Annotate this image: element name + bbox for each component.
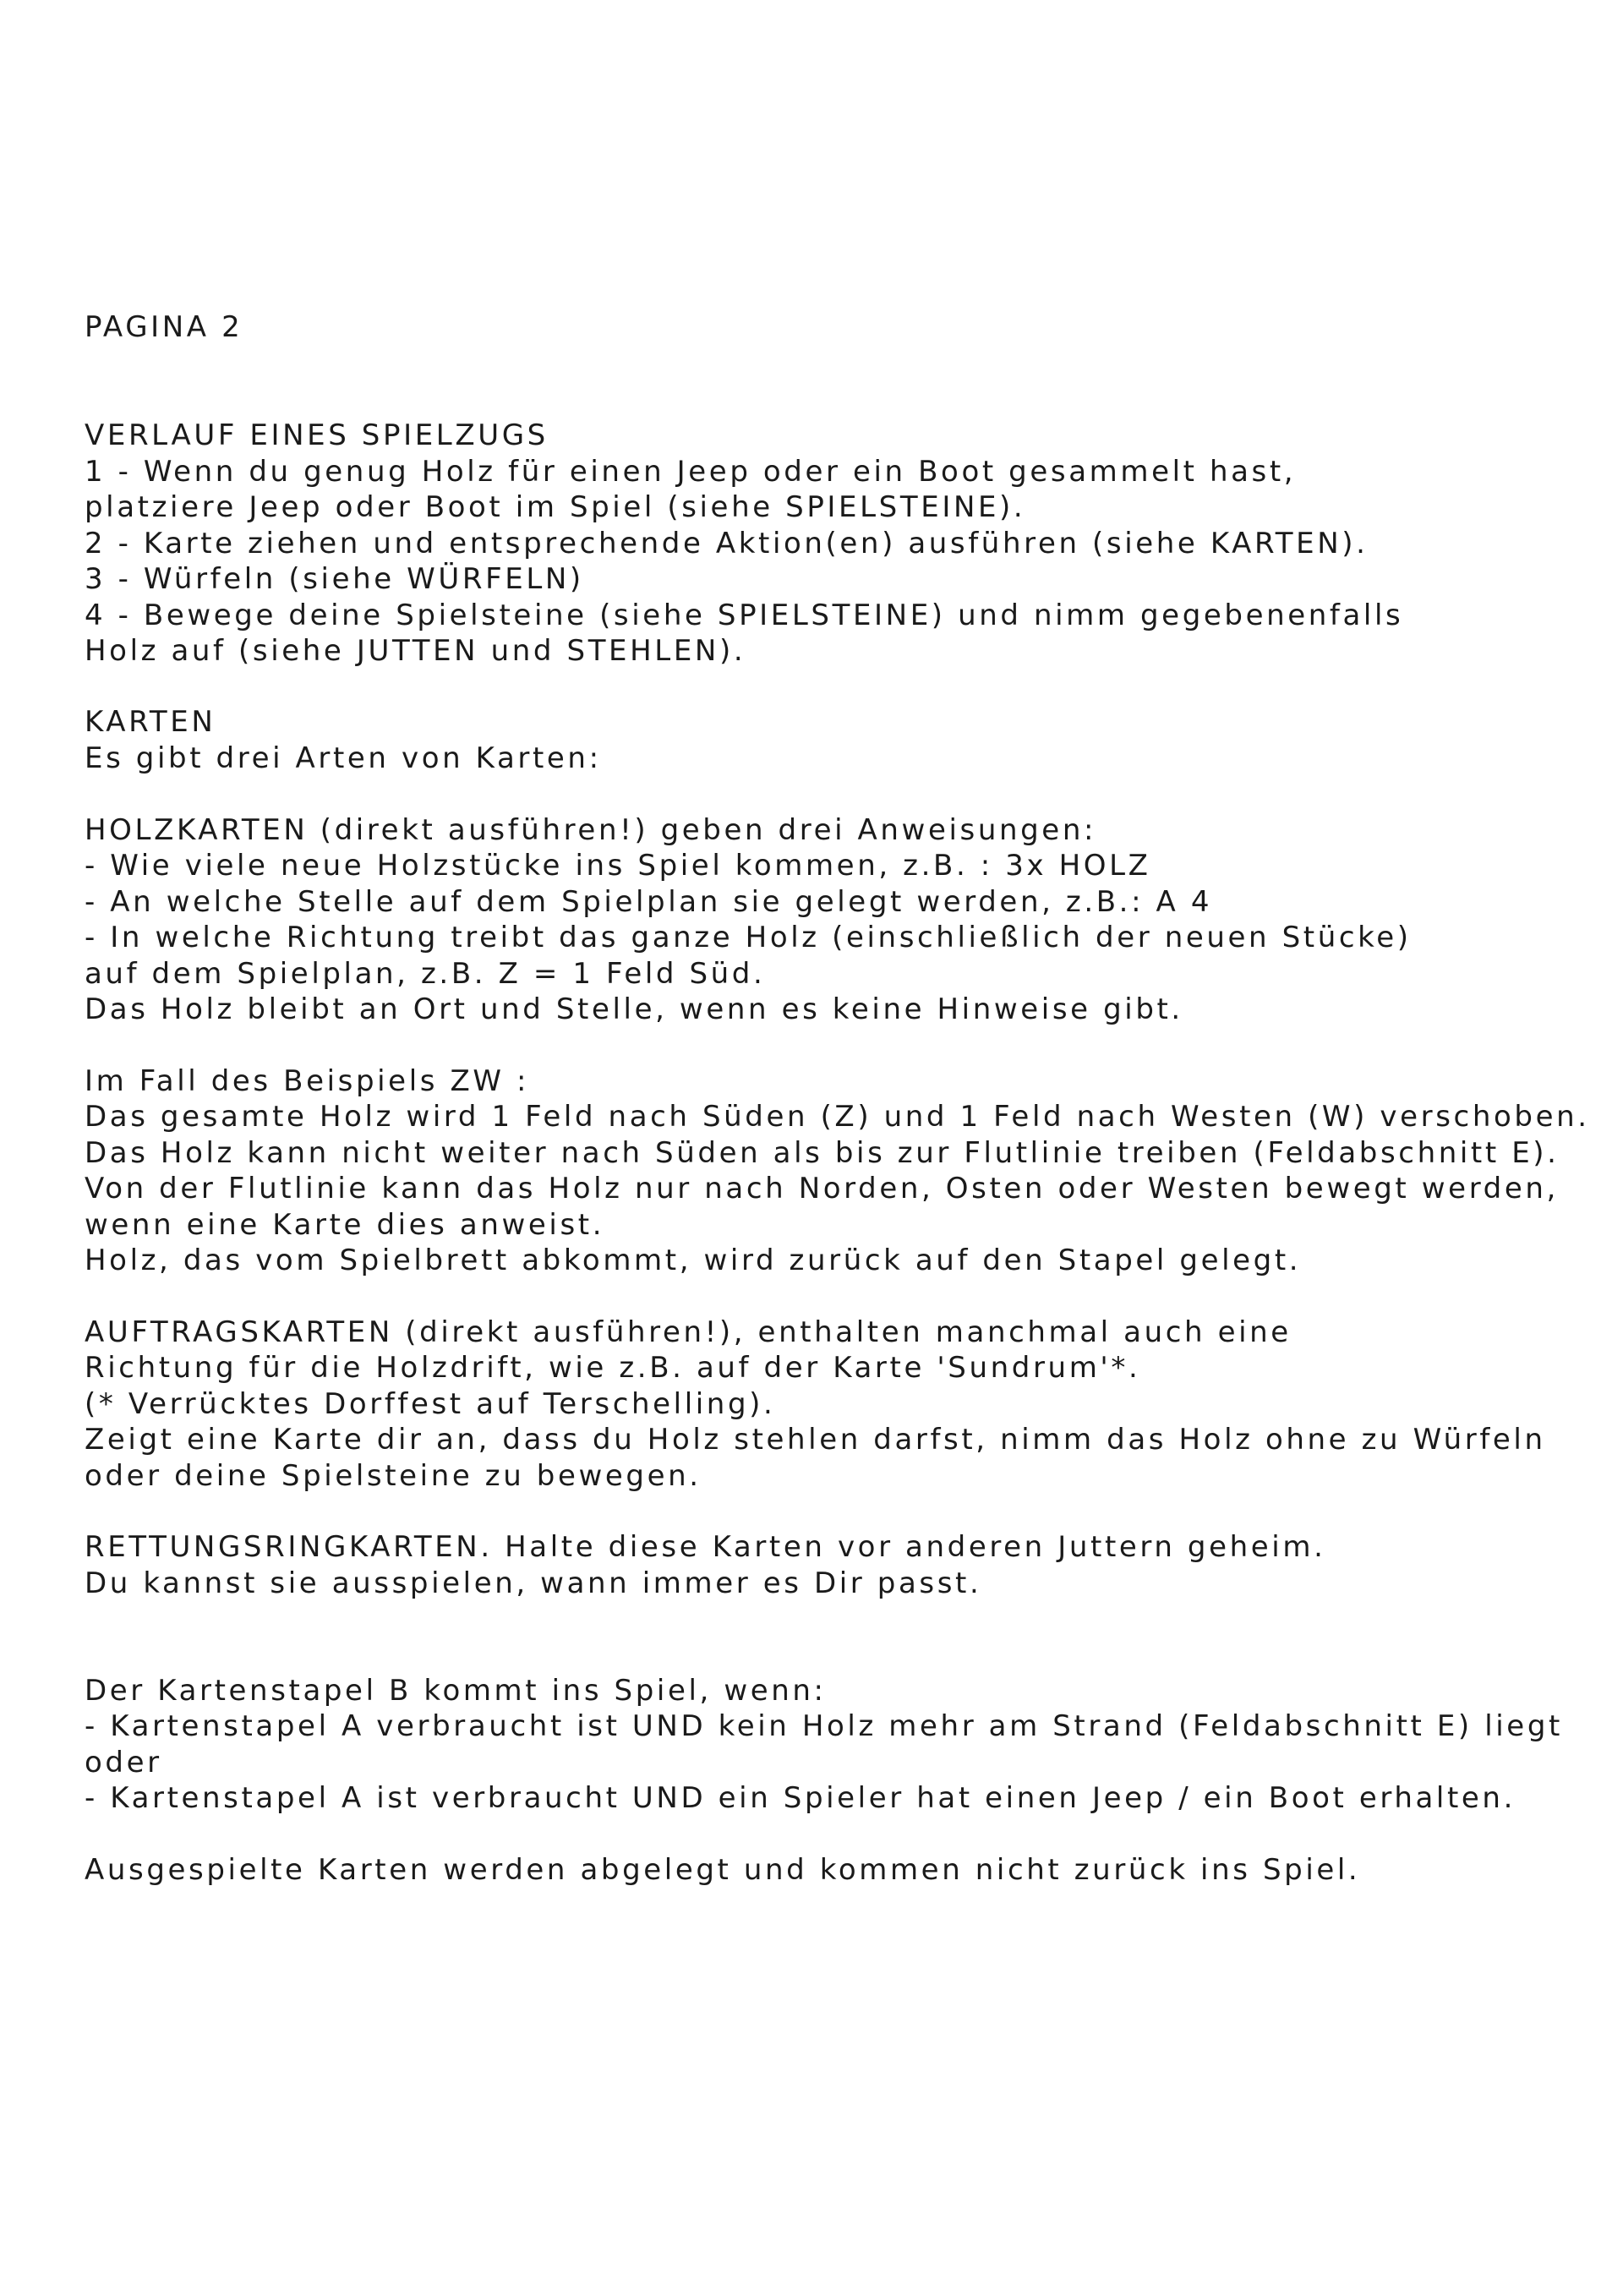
kartenstapel-line: - Kartenstapel A verbraucht ist UND kein Holz mehr am Strand (Feldabschnitt E) liegt — [85, 1709, 1563, 1743]
spielzug-line: Holz auf (siehe JUTTEN und STEHLEN). — [85, 634, 746, 668]
page-label: PAGINA 2 — [85, 310, 243, 344]
beispiel-line: wenn eine Karte dies anweist. — [85, 1208, 605, 1242]
beispiel-line: Holz, das vom Spielbrett abkommt, wird zurück auf den Stapel gelegt. — [85, 1244, 1302, 1277]
holzkarten-line: - In welche Richtung treibt das ganze Holz (einschließlich der neuen Stücke) — [85, 921, 1412, 954]
ausgespielt-line: Ausgespielte Karten werden abgelegt und kommen nicht zurück ins Spiel. — [85, 1853, 1361, 1887]
holzkarten-line: - Wie viele neue Holzstücke ins Spiel kommen, z.B. : 3x HOLZ — [85, 849, 1151, 883]
rettungsring-line: RETTUNGSRINGKARTEN. Halte diese Karten vor anderen Juttern geheim. — [85, 1530, 1326, 1564]
section-heading-spielzug: VERLAUF EINES SPIELZUGS — [85, 418, 549, 452]
spielzug-line: 3 - Würfeln (siehe WÜRFELN) — [85, 562, 584, 596]
beispiel-line: Im Fall des Beispiels ZW : — [85, 1064, 530, 1098]
kartenstapel-line: Der Kartenstapel B kommt ins Spiel, wenn: — [85, 1674, 827, 1708]
spielzug-line: platziere Jeep oder Boot im Spiel (siehe SPIELSTEINE). — [85, 490, 1026, 524]
auftragskarten-line: Richtung für die Holzdrift, wie z.B. auf der Karte 'Sundrum'*. — [85, 1351, 1141, 1385]
auftragskarten-line: AUFTRAGSKARTEN (direkt ausführen!), enthalten manchmal auch eine — [85, 1315, 1292, 1349]
section-heading-karten: KARTEN — [85, 705, 216, 739]
kartenstapel-line: - Kartenstapel A ist verbraucht UND ein Spieler hat einen Jeep / ein Boot erhalten. — [85, 1781, 1516, 1815]
spielzug-line: 1 - Wenn du genug Holz für einen Jeep oder ein Boot gesammelt hast, — [85, 455, 1297, 489]
rettungsring-line: Du kannst sie ausspielen, wann immer es Dir passt. — [85, 1566, 982, 1600]
beispiel-line: Von der Flutlinie kann das Holz nur nach Norden, Osten oder Westen bewegt werden, — [85, 1172, 1559, 1205]
spielzug-line: 2 - Karte ziehen und entsprechende Aktion(en) ausführen (siehe KARTEN). — [85, 527, 1369, 560]
holzkarten-line: Das Holz bleibt an Ort und Stelle, wenn es keine Hinweise gibt. — [85, 992, 1183, 1026]
auftragskarten-line: Zeigt eine Karte dir an, dass du Holz stehlen darfst, nimm das Holz ohne zu Würfeln — [85, 1423, 1546, 1457]
holzkarten-line: auf dem Spielplan, z.B. Z = 1 Feld Süd. — [85, 957, 766, 991]
auftragskarten-line: oder deine Spielsteine zu bewegen. — [85, 1459, 702, 1493]
spielzug-line: 4 - Bewege deine Spielsteine (siehe SPIELSTEINE) und nimm gegebenenfalls — [85, 599, 1404, 632]
holzkarten-line: - An welche Stelle auf dem Spielplan sie gelegt werden, z.B.: A 4 — [85, 885, 1213, 919]
beispiel-line: Das Holz kann nicht weiter nach Süden als bis zur Flutlinie treiben (Feldabschnitt E). — [85, 1136, 1560, 1170]
holzkarten-line: HOLZKARTEN (direkt ausführen!) geben drei Anweisungen: — [85, 813, 1097, 847]
beispiel-line: Das gesamte Holz wird 1 Feld nach Süden (Z) und 1 Feld nach Westen (W) verschoben. — [85, 1100, 1590, 1134]
auftragskarten-line: (* Verrücktes Dorffest auf Terschelling). — [85, 1387, 776, 1421]
karten-intro: Es gibt drei Arten von Karten: — [85, 741, 602, 775]
kartenstapel-line: oder — [85, 1746, 162, 1779]
